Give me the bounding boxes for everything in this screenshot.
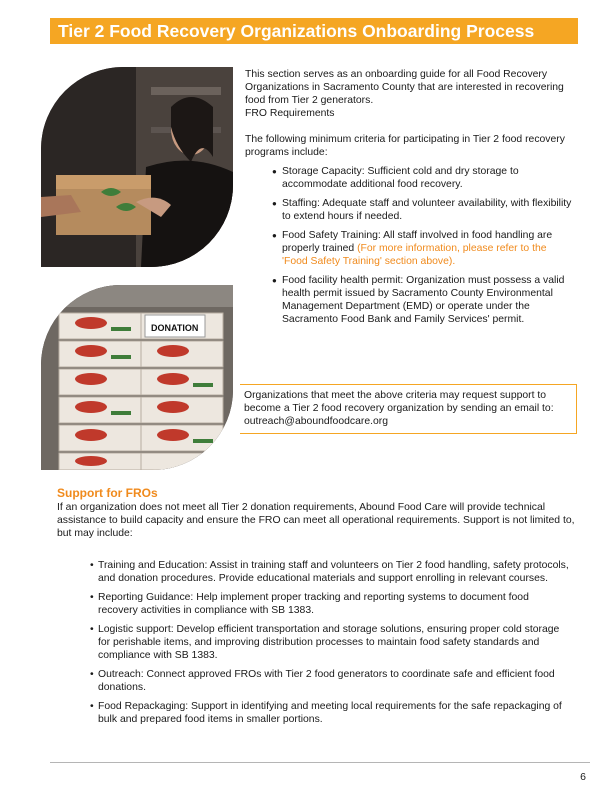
training-reference-note: (For more information, please refer to the 'Food Safety Training' section above). (282, 243, 547, 267)
volunteer-photo (41, 67, 233, 267)
support-intro: If an organization does not meet all Tier 2 donation requirements, Abound Food Care will provide technical assistance to build capacity and ensure the FRO can meet all operational requirements. Support is not limited to, but may include: (57, 502, 575, 539)
page-title: Tier 2 Food Recovery Organizations Onboarding Process (50, 18, 578, 44)
list-item: ● Storage Capacity: Sufficient cold and dry storage to accommodate additional food recovery. (272, 165, 575, 191)
list-item: • Logistic support: Develop efficient transportation and storage solutions, ensuring proper cold storage for perishable items, and improving distribution processes to maintain food safety standards and compliance with SB 1383. (90, 623, 570, 662)
page-number: 6 (580, 771, 586, 783)
donation-boxes-photo (41, 285, 233, 470)
list-item: ● Food Safety Training: All staff involved in food handling are properly trained (For more information, please refer to the 'Food Safety Training' section above). (272, 229, 575, 268)
list-item: ● Staffing: Adequate staff and volunteer availability, with flexibility to extend hours if needed. (272, 197, 575, 223)
support-list (90, 559, 570, 732)
fro-requirements-heading: FRO Requirements (245, 108, 335, 119)
support-heading: Support for FROs (57, 486, 158, 500)
list-item: • Training and Education: Assist in training staff and volunteers on Tier 2 food handling, safety protocols, and donation procedures. Provide educational materials and support enrolling in relevant courses. (90, 559, 570, 585)
criteria-list (245, 165, 575, 326)
criteria-lead: The following minimum criteria for participating in Tier 2 food recovery programs include: (245, 134, 565, 158)
footer-divider (50, 762, 590, 763)
list-item: • Outreach: Connect approved FROs with Tier 2 food generators to coordinate safe and efficient food donations. (90, 668, 570, 694)
donation-label: DONATION (151, 323, 199, 333)
contact-callout: Organizations that meet the above criteria may request support to become a Tier 2 food recovery organization by sending an email to: outreach@aboundfoodcare.org (240, 384, 577, 434)
list-item: • Food Repackaging: Support in identifying and meeting local requirements for the safe repackaging of bulk and prepared food items in smaller portions. (90, 700, 570, 726)
intro-paragraph: This section serves as an onboarding guide for all Food Recovery Organizations in Sacramento County that are interested in recovering food from Tier 2 generators. (245, 69, 564, 106)
list-item: ● Food facility health permit: Organization must possess a valid health permit issued by Sacramento County Environmental Management Department (EMD) or operate under the Sacramento Food Bank and Family Services' permit. (272, 274, 575, 326)
list-item: • Reporting Guidance: Help implement proper tracking and reporting systems to document food recovery activities in compliance with SB 1383. (90, 591, 570, 617)
intro-section (245, 68, 575, 332)
